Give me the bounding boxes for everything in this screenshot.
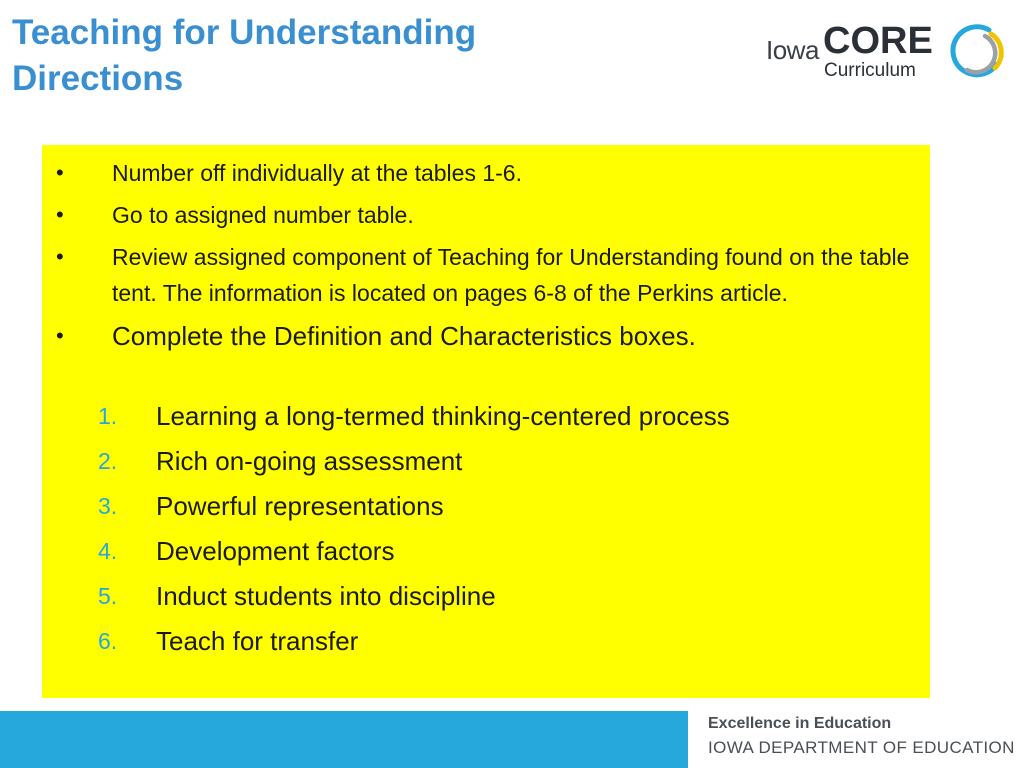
bullet-icon: • xyxy=(56,160,64,185)
list-item xyxy=(42,532,912,577)
bullet-list xyxy=(42,155,912,361)
circle-swirl-icon xyxy=(945,20,1005,82)
logo-word-curriculum: Curriculum xyxy=(824,60,916,81)
title-line-1: Teaching for Understanding xyxy=(12,13,477,52)
footer-branding xyxy=(708,712,1018,760)
item-number: 5. xyxy=(98,583,118,609)
list-item xyxy=(42,397,912,442)
list-item xyxy=(42,622,912,667)
item-text: Powerful representations xyxy=(156,491,444,521)
logo-word-core: CORE xyxy=(823,20,933,62)
list-item xyxy=(42,487,912,532)
list-item xyxy=(42,317,912,355)
bullet-icon: • xyxy=(56,323,64,348)
list-item xyxy=(42,577,912,622)
bullet-text: Number off individually at the tables 1-6. xyxy=(112,160,522,186)
item-text: Learning a long-termed thinking-centered process xyxy=(156,401,730,431)
item-text: Induct students into discipline xyxy=(156,581,496,611)
list-item xyxy=(42,239,912,311)
list-item xyxy=(42,442,912,487)
item-number: 6. xyxy=(98,628,118,654)
item-text: Development factors xyxy=(156,536,395,566)
item-number: 3. xyxy=(98,493,118,519)
footer-tagline: Excellence in Education xyxy=(708,715,892,732)
logo-word-iowa: Iowa xyxy=(766,35,819,65)
footer-organization: IOWA DEPARTMENT OF EDUCATION xyxy=(708,738,1015,757)
page-title xyxy=(12,10,632,102)
list-item xyxy=(42,155,912,191)
bullet-text: Complete the Definition and Characteristics boxes. xyxy=(112,321,696,351)
bullet-icon: • xyxy=(56,244,64,269)
bullet-icon: • xyxy=(56,202,64,227)
list-item xyxy=(42,197,912,233)
numbered-list xyxy=(42,397,912,667)
title-line-2: Directions xyxy=(12,59,184,98)
iowa-core-logo xyxy=(760,18,1010,86)
item-text: Rich on-going assessment xyxy=(156,446,463,476)
footer-bar xyxy=(0,711,688,768)
item-number: 4. xyxy=(98,538,118,564)
directions-box xyxy=(42,145,930,698)
item-text: Teach for transfer xyxy=(156,626,359,656)
item-number: 2. xyxy=(98,448,118,474)
bullet-text: Go to assigned number table. xyxy=(112,202,414,228)
bullet-text: Review assigned component of Teaching for Understanding found on the table tent. The information is located on pages 6-8 of the Perkins article. xyxy=(112,244,910,306)
item-number: 1. xyxy=(98,403,118,429)
